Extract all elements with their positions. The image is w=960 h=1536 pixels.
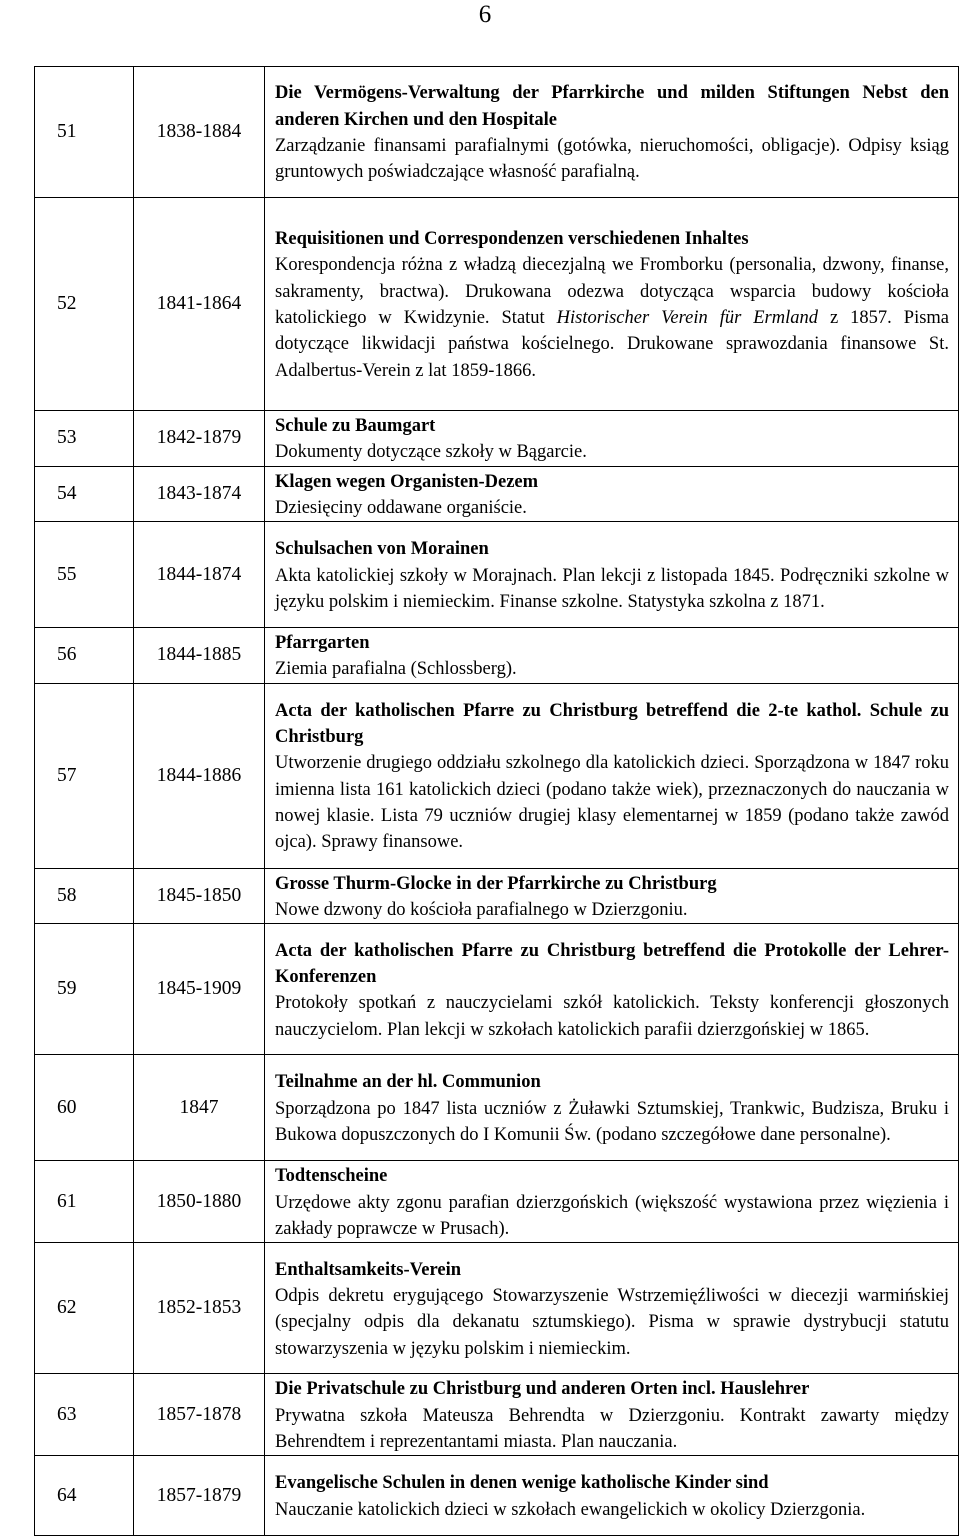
- signature-number: 54: [35, 466, 134, 522]
- german-title: Todtenscheine: [275, 1166, 388, 1187]
- german-title: Schulsachen von Morainen: [275, 539, 489, 560]
- date-range: 1842-1879: [134, 411, 265, 467]
- date-range: 1844-1874: [134, 522, 265, 628]
- signature-number: 57: [35, 683, 134, 868]
- date-range: 1847: [134, 1055, 265, 1161]
- polish-description: Nowe dzwony do kościoła parafialnego w Dzierzgoniu.: [275, 900, 688, 921]
- signature-number: 52: [35, 198, 134, 411]
- polish-description: Utworzenie drugiego oddziału szkolnego dla katolickich dzieci. Sporządzona w 1847 roku imienna lista 161 katolickich dzieci (podano także wiek), przeznaczonych do nauczania w nowej klasie. Lista 79 uczniów drugiej klasy elementarnej w 1859 (podano także zawód ojca). Sprawy finansowe.: [275, 753, 949, 853]
- signature-number: 61: [35, 1161, 134, 1243]
- date-range: 1850-1880: [134, 1161, 265, 1243]
- file-description: [265, 411, 959, 467]
- file-description: [265, 924, 959, 1055]
- polish-description: Dziesięciny oddawane organiście.: [275, 497, 527, 518]
- page-number: 6: [478, 1, 492, 28]
- file-description: [265, 1055, 959, 1161]
- file-description: [265, 67, 959, 198]
- date-range: 1844-1886: [134, 683, 265, 868]
- date-range: 1857-1878: [134, 1374, 265, 1456]
- date-range: 1841-1864: [134, 198, 265, 411]
- polish-description: Dokumenty dotyczące szkoły w Bągarcie.: [275, 442, 587, 463]
- signature-number: 62: [35, 1243, 134, 1374]
- file-description: [265, 1243, 959, 1374]
- signature-number: 51: [35, 67, 134, 198]
- table-row: [35, 868, 959, 924]
- table-row: [35, 67, 959, 198]
- table-row: [35, 1055, 959, 1161]
- german-title: Acta der katholischen Pfarre zu Christburg betreffend die 2-te kathol. Schule zu Christburg: [275, 700, 949, 748]
- polish-description: Odpis dekretu erygującego Stowarzyszenie Wstrzemięźliwości w diecezji warmińskiej (specjalny odpis dla dekanatu sztumskiego). Pisma w sprawie dystrybucji statutu stowarzyszenia w języku polskim i niemieckim.: [275, 1285, 949, 1359]
- date-range: 1844-1885: [134, 628, 265, 684]
- signature-number: 56: [35, 628, 134, 684]
- polish-description: Sporządzona po 1847 lista uczniów z Żuławki Sztumskiej, Trankwic, Budzisza, Bruku i Bukowa dopuszczonych do I Komunii Św. (podano szczegółowe dane personalne).: [275, 1098, 949, 1146]
- signature-number: 53: [35, 411, 134, 467]
- italic-society-name: Historischer Verein für Ermland: [556, 308, 819, 328]
- signature-number: 64: [35, 1456, 134, 1536]
- polish-description: Nauczanie katolickich dzieci w szkołach ewangelickich w okolicy Dzierzgonia.: [275, 1499, 866, 1520]
- file-description: [265, 522, 959, 628]
- table-row: [35, 1243, 959, 1374]
- german-title: Acta der katholischen Pfarre zu Christburg betreffend die Protokolle der Lehrer-Konferenzen: [275, 940, 949, 988]
- german-title: Schule zu Baumgart: [275, 416, 436, 436]
- date-range: 1852-1853: [134, 1243, 265, 1374]
- table-row: [35, 522, 959, 628]
- german-title: Klagen wegen Organisten-Dezem: [275, 471, 539, 492]
- table-row: [35, 924, 959, 1055]
- date-range: 1838-1884: [134, 67, 265, 198]
- table-row: [35, 411, 959, 467]
- polish-description: Prywatna szkoła Mateusza Behrendta w Dzierzgoniu. Kontrakt zawarty między Behrendtem i reprezentantami miasta. Plan nauczania.: [275, 1405, 949, 1452]
- polish-description: Korespondencja różna z władzą diecezjalną we Fromborku (personalia, dzwony, finanse, sakramenty, bractwa). Drukowana odezwa dotycząca wsparcia budowy kościoła katolickiego w Kwidzynie. Statut: [275, 255, 949, 328]
- table-row: [35, 628, 959, 684]
- file-description: [265, 466, 959, 522]
- german-title: Requisitionen und Correspondenzen verschiedenen Inhaltes: [275, 229, 749, 250]
- signature-number: 60: [35, 1055, 134, 1161]
- polish-description: Ziemia parafialna (Schlossberg).: [275, 659, 517, 680]
- polish-description: Urzędowe akty zgonu parafian dzierzgońskich (większość wystawiona przez więzienia i zakłady poprawcze w Prusach).: [275, 1192, 949, 1239]
- table-row: [35, 198, 959, 411]
- signature-number: 55: [35, 522, 134, 628]
- table-row: [35, 683, 959, 868]
- german-title: Enthaltsamkeits-Verein: [275, 1259, 462, 1280]
- table-row: [35, 1374, 959, 1456]
- table-row: [35, 1161, 959, 1243]
- polish-description: Akta katolickiej szkoły w Morajnach. Plan lekcji z listopada 1845. Podręczniki szkolne w języku polskim i niemieckim. Finanse szkolne. Statystyka szkolna z 1871.: [275, 565, 949, 612]
- german-title: Grosse Thurm-Glocke in der Pfarrkirche zu Christburg: [275, 873, 717, 894]
- file-description: [265, 628, 959, 684]
- polish-description: Zarządzanie finansami parafialnymi (gotówka, nieruchomości, obligacje). Odpisy ksiąg gruntowych poświadczające własność parafialną.: [275, 136, 949, 183]
- signature-number: 59: [35, 924, 134, 1055]
- german-title: Pfarrgarten: [275, 633, 370, 654]
- date-range: 1845-1909: [134, 924, 265, 1055]
- file-description: [265, 1161, 959, 1243]
- german-title: Die Vermögens-Verwaltung der Pfarrkirche und milden Stiftungen Nebst den anderen Kirchen und den Hospitale: [275, 83, 949, 130]
- german-title: Teilnahme an der hl. Communion: [275, 1072, 541, 1093]
- polish-description-continued: z 1857. Pisma dotyczące likwidacji państwa kościelnego. Drukowane sprawozdania finansowe St. Adalbertus-Verein z lat 1859-1866.: [275, 308, 950, 381]
- german-title: Evangelische Schulen in denen wenige katholische Kinder sind: [275, 1473, 769, 1494]
- file-description: [265, 868, 959, 924]
- table-row: [35, 466, 959, 522]
- date-range: 1857-1879: [134, 1456, 265, 1536]
- date-range: 1843-1874: [134, 466, 265, 522]
- file-description: [265, 1374, 959, 1456]
- inventory-rows: [35, 67, 959, 1536]
- signature-number: 58: [35, 868, 134, 924]
- inventory-table: [34, 66, 959, 1536]
- german-title: Die Privatschule zu Christburg und anderen Orten incl. Hauslehrer: [275, 1379, 810, 1400]
- file-description: [265, 198, 959, 411]
- file-description: [265, 683, 959, 868]
- polish-description: Protokoły spotkań z nauczycielami szkół katolickich. Teksty konferencji głoszonych nauczycielom. Plan lekcji w szkołach katolickich parafii dzierzgońskiej w 1865.: [275, 993, 949, 1040]
- date-range: 1845-1850: [134, 868, 265, 924]
- signature-number: 63: [35, 1374, 134, 1456]
